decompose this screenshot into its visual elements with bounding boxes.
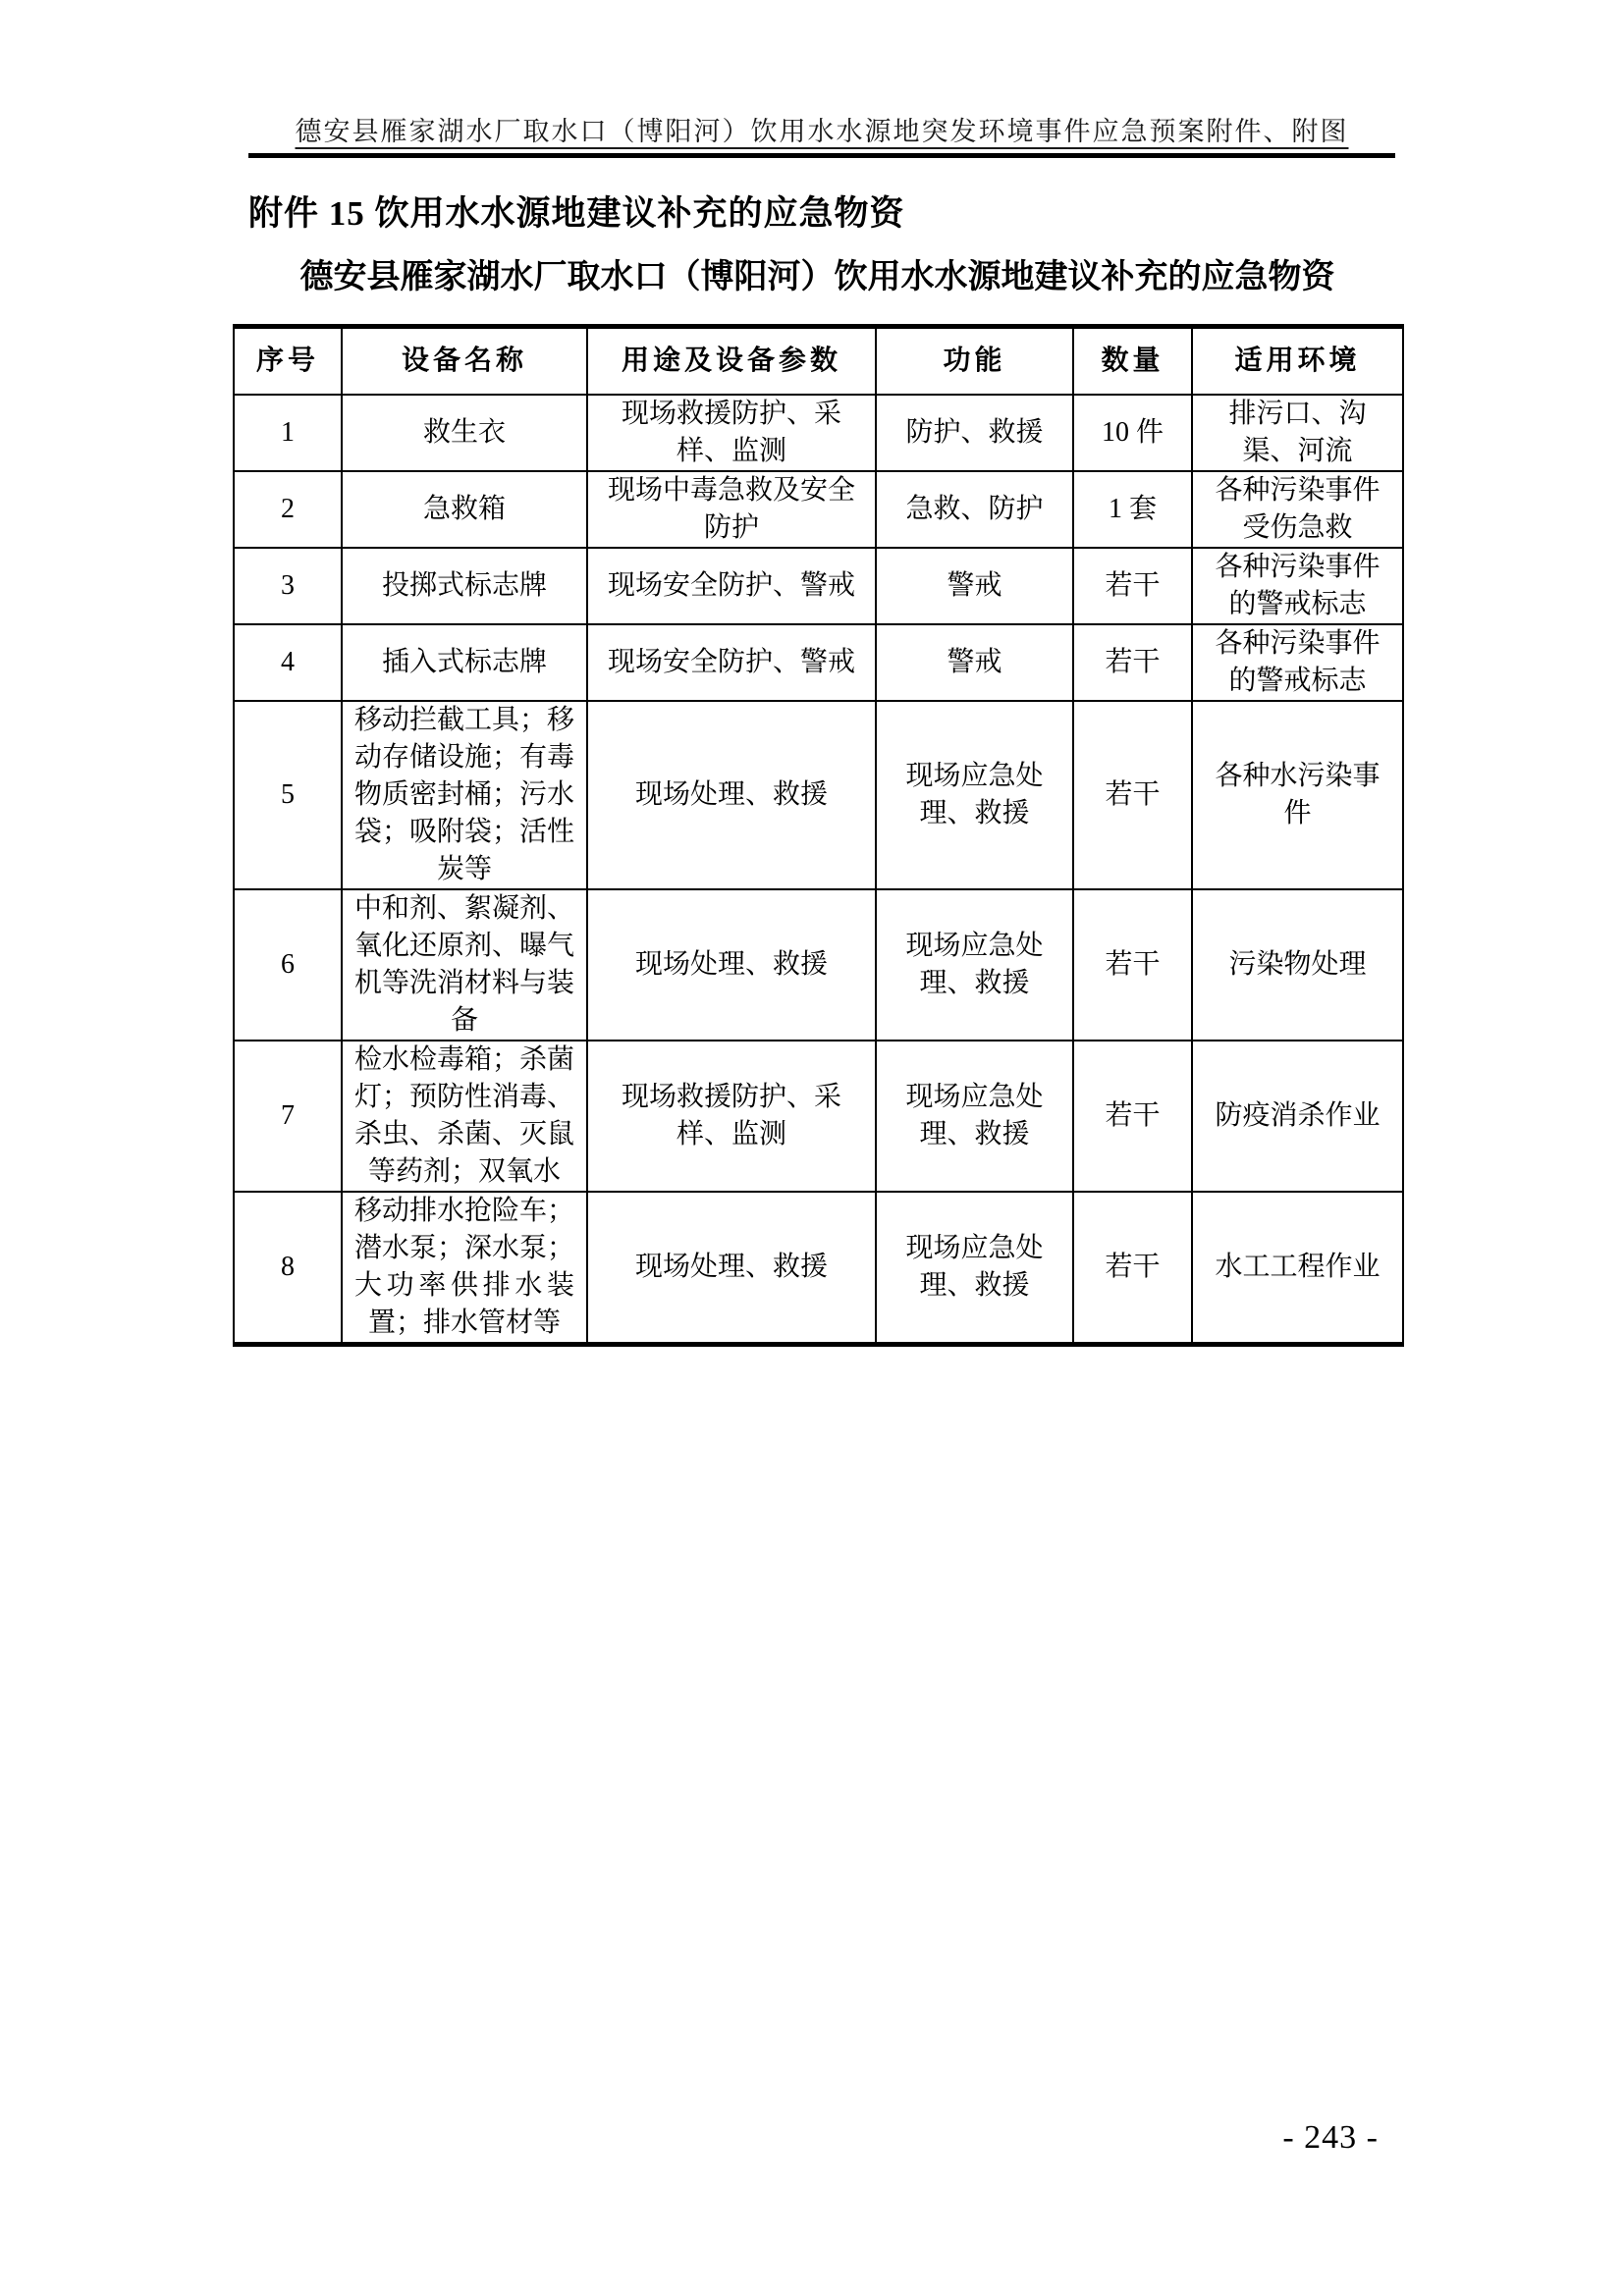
table-row (234, 624, 1403, 701)
running-header (248, 116, 1395, 148)
cell-environment: 防疫消杀作业 (1192, 1041, 1403, 1192)
table-row (234, 548, 1403, 624)
cell-function: 防护、救援 (876, 395, 1073, 471)
cell-function: 现场应急处理、救援 (876, 1041, 1073, 1192)
table-row (234, 701, 1403, 889)
cell-function: 现场应急处理、救援 (876, 701, 1073, 889)
cell-usage: 现场处理、救援 (587, 889, 876, 1041)
column-header-index: 序号 (234, 327, 342, 396)
cell-equipment: 插入式标志牌 (342, 624, 587, 701)
cell-environment: 排污口、沟渠、河流 (1192, 395, 1403, 471)
cell-quantity: 若干 (1073, 1041, 1192, 1192)
cell-environment: 水工工程作业 (1192, 1192, 1403, 1345)
cell-quantity: 若干 (1073, 701, 1192, 889)
cell-equipment: 投掷式标志牌 (342, 548, 587, 624)
cell-function: 警戒 (876, 624, 1073, 701)
cell-usage: 现场中毒急救及安全防护 (587, 471, 876, 548)
column-header-equipment: 设备名称 (342, 327, 587, 396)
column-header-usage: 用途及设备参数 (587, 327, 876, 396)
header-divider (248, 153, 1395, 158)
cell-environment: 污染物处理 (1192, 889, 1403, 1041)
cell-index: 4 (234, 624, 342, 701)
cell-function: 现场应急处理、救援 (876, 1192, 1073, 1345)
running-header-text: 德安县雁家湖水厂取水口（博阳河）饮用水水源地突发环境事件应急预案附件、附图 (295, 117, 1349, 146)
cell-usage: 现场处理、救援 (587, 701, 876, 889)
cell-equipment: 移动排水抢险车；潜水泵；深水泵；大功率供排水装置；排水管材等 (342, 1192, 587, 1345)
table-header-row (234, 327, 1403, 396)
cell-usage: 现场处理、救援 (587, 1192, 876, 1345)
cell-usage: 现场安全防护、警戒 (587, 624, 876, 701)
cell-function: 警戒 (876, 548, 1073, 624)
cell-quantity: 1 套 (1073, 471, 1192, 548)
cell-quantity: 10 件 (1073, 395, 1192, 471)
page-title: 附件 15 饮用水水源地建议补充的应急物资 (248, 194, 905, 233)
table-row (234, 889, 1403, 1041)
cell-environment: 各种污染事件受伤急救 (1192, 471, 1403, 548)
cell-equipment: 检水检毒箱；杀菌灯；预防性消毒、杀虫、杀菌、灭鼠等药剂；双氧水 (342, 1041, 587, 1192)
cell-index: 6 (234, 889, 342, 1041)
cell-usage: 现场安全防护、警戒 (587, 548, 876, 624)
cell-usage: 现场救援防护、采样、监测 (587, 395, 876, 471)
column-header-function: 功能 (876, 327, 1073, 396)
cell-quantity: 若干 (1073, 548, 1192, 624)
cell-index: 8 (234, 1192, 342, 1345)
table-row (234, 1041, 1403, 1192)
cell-index: 7 (234, 1041, 342, 1192)
cell-index: 1 (234, 395, 342, 471)
cell-quantity: 若干 (1073, 624, 1192, 701)
cell-quantity: 若干 (1073, 1192, 1192, 1345)
table-row (234, 395, 1403, 471)
cell-environment: 各种污染事件的警戒标志 (1192, 548, 1403, 624)
cell-environment: 各种污染事件的警戒标志 (1192, 624, 1403, 701)
cell-equipment: 移动拦截工具；移动存储设施；有毒物质密封桶；污水袋；吸附袋；活性炭等 (342, 701, 587, 889)
cell-function: 现场应急处理、救援 (876, 889, 1073, 1041)
column-header-quantity: 数量 (1073, 327, 1192, 396)
cell-quantity: 若干 (1073, 889, 1192, 1041)
table-title: 德安县雁家湖水厂取水口（博阳河）饮用水水源地建议补充的应急物资 (299, 259, 1335, 295)
column-header-environment: 适用环境 (1192, 327, 1403, 396)
page-number: - 243 - (1282, 2119, 1379, 2156)
cell-equipment: 救生衣 (342, 395, 587, 471)
cell-index: 3 (234, 548, 342, 624)
emergency-supplies-table (233, 324, 1404, 1347)
table-row (234, 1192, 1403, 1345)
cell-equipment: 中和剂、絮凝剂、氧化还原剂、曝气机等洗消材料与装备 (342, 889, 587, 1041)
cell-environment: 各种水污染事件 (1192, 701, 1403, 889)
cell-usage: 现场救援防护、采样、监测 (587, 1041, 876, 1192)
cell-function: 急救、防护 (876, 471, 1073, 548)
cell-equipment: 急救箱 (342, 471, 587, 548)
table-row (234, 471, 1403, 548)
cell-index: 5 (234, 701, 342, 889)
cell-index: 2 (234, 471, 342, 548)
